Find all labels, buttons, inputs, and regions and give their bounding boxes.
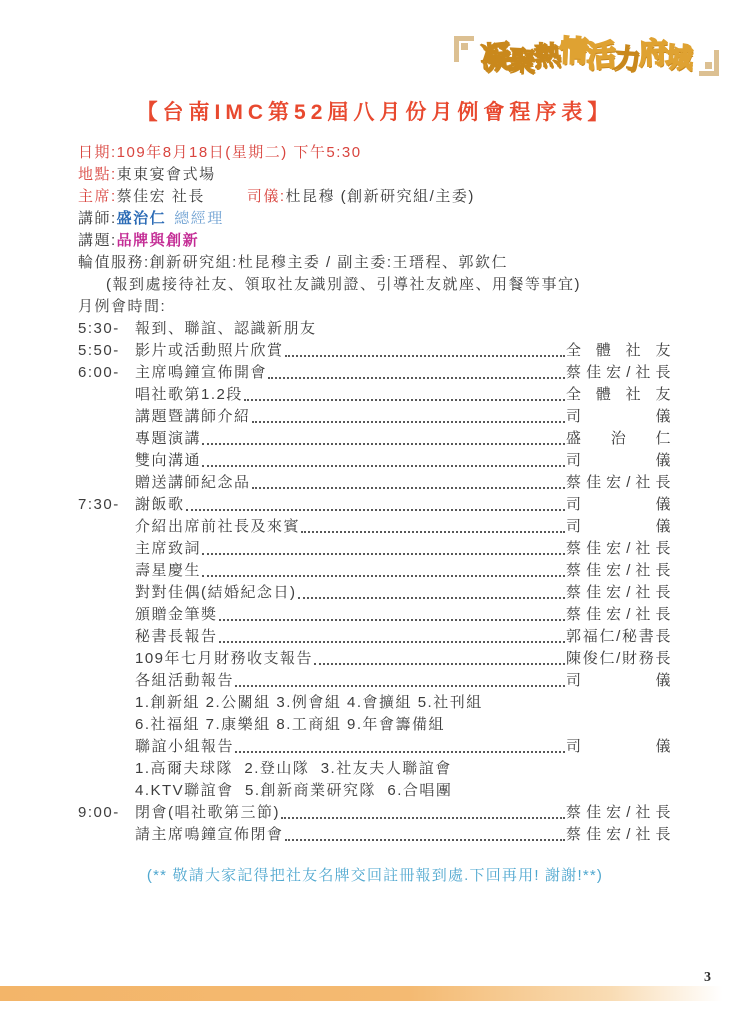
footer-note: (** 敬請大家記得把社友名牌交回註冊報到處.下回再用! 謝謝!**) <box>146 867 604 884</box>
schedule-assignee: 蔡佳宏/社長 <box>566 474 672 491</box>
schedule-activity: 主席致詞 <box>135 540 202 557</box>
topic-value: 品牌與創新 <box>116 232 200 249</box>
schedule-activity: 109年七月財務收支報告 <box>135 650 314 667</box>
schedule-assignee: 蔡佳宏/社長 <box>566 584 672 601</box>
dotted-leader <box>301 516 565 533</box>
info-line-speaker <box>78 208 672 230</box>
schedule-time: 9:00- <box>78 804 120 821</box>
schedule-row <box>78 626 672 648</box>
dotted-leader <box>202 428 565 445</box>
schedule-row <box>78 340 672 362</box>
schedule-row <box>78 582 672 604</box>
schedule-time <box>78 604 135 626</box>
speaker-label: 講師: <box>78 210 117 227</box>
schedule-row <box>78 384 672 406</box>
schedule-time <box>78 516 135 538</box>
dotted-leader <box>285 824 565 841</box>
schedule-assignee: 郭福仁/秘書長 <box>566 628 672 645</box>
dotted-leader <box>235 670 565 687</box>
dotted-leader <box>285 340 565 357</box>
dotted-leader <box>202 450 565 467</box>
schedule-row <box>78 670 672 692</box>
schedule-time <box>78 626 135 648</box>
dotted-leader <box>298 582 566 599</box>
schedule-activity: 閉會(唱社歌第三節) <box>135 804 280 821</box>
speaker-name: 盛治仁 <box>116 210 167 227</box>
info-line-duty <box>78 252 672 274</box>
schedule-row <box>78 692 672 714</box>
logo-slogan-text <box>478 35 694 77</box>
schedule-row <box>78 802 672 824</box>
schedule-list <box>78 318 672 846</box>
schedule-heading: 月例會時間: <box>78 298 167 315</box>
schedule-activity: 1.創新組 2.公關組 3.例會組 4.會擴組 5.社刊組 <box>135 694 483 711</box>
logo-character: 聚 <box>507 45 537 77</box>
schedule-assignee: 全體社友 <box>566 342 672 359</box>
mc-label: 司儀: <box>246 188 286 205</box>
schedule-row <box>78 472 672 494</box>
schedule-assignee: 司儀 <box>566 738 672 755</box>
schedule-time <box>78 582 135 604</box>
dotted-leader <box>268 362 565 379</box>
schedule-activity: 6.社福組 7.康樂組 8.工商組 9.年會籌備組 <box>135 716 446 733</box>
schedule-activity: 對對佳偶(結婚紀念日) <box>135 584 297 601</box>
schedule-activity: 聯誼小組報告 <box>135 738 235 755</box>
schedule-activity: 介紹出席前社長及來賓 <box>135 518 301 535</box>
logo-character: 力 <box>612 43 642 75</box>
schedule-assignee: 蔡佳宏/社長 <box>566 364 672 381</box>
schedule-row <box>78 736 672 758</box>
date-value: 109年8月18日(星期二) 下午5:30 <box>116 144 362 161</box>
schedule-time <box>78 450 135 472</box>
schedule-row <box>78 362 672 384</box>
dotted-leader <box>281 802 565 819</box>
venue-value: 東東宴會式場 <box>116 166 216 183</box>
schedule-activity: 各組活動報告 <box>135 672 235 689</box>
schedule-time: 6:00- <box>78 364 120 381</box>
schedule-activity: 謝飯歌 <box>135 496 185 513</box>
schedule-time <box>78 824 135 846</box>
dotted-leader <box>244 384 565 401</box>
schedule-row <box>78 516 672 538</box>
dotted-leader <box>252 406 565 423</box>
schedule-assignee: 全體社友 <box>566 386 672 403</box>
duty-value: 創新研究組:杜昆穆主委 / 副主委:王瑨程、郭欽仁 <box>149 254 509 271</box>
schedule-time <box>78 758 135 780</box>
logo-left-bracket-icon <box>454 36 474 62</box>
logo-right-bracket-icon <box>699 50 719 76</box>
schedule-time <box>78 538 135 560</box>
schedule-row <box>78 648 672 670</box>
schedule-activity: 唱社歌第1.2段 <box>135 386 243 403</box>
schedule-assignee: 司儀 <box>566 408 672 425</box>
schedule-assignee: 蔡佳宏/社長 <box>566 562 672 579</box>
document-content <box>78 96 672 885</box>
schedule-row <box>78 714 672 736</box>
schedule-row <box>78 824 672 846</box>
schedule-row <box>78 538 672 560</box>
schedule-activity: 雙向溝通 <box>135 452 202 469</box>
schedule-row <box>78 406 672 428</box>
schedule-time <box>78 560 135 582</box>
schedule-time <box>78 472 135 494</box>
dotted-leader <box>202 538 565 555</box>
schedule-activity: 講題暨講師介紹 <box>135 408 251 425</box>
bottom-gradient-bar <box>0 986 745 1001</box>
schedule-time <box>78 692 135 714</box>
schedule-assignee: 蔡佳宏/社長 <box>566 540 672 557</box>
schedule-assignee: 盛治仁 <box>566 430 672 447</box>
info-line-venue <box>78 164 672 186</box>
schedule-assignee: 司儀 <box>566 452 672 469</box>
schedule-activity: 請主席鳴鐘宣佈閉會 <box>135 826 284 843</box>
schedule-assignee: 蔡佳宏/社長 <box>566 826 672 843</box>
schedule-time <box>78 428 135 450</box>
schedule-assignee: 司儀 <box>566 496 672 513</box>
schedule-time <box>78 406 135 428</box>
schedule-row <box>78 428 672 450</box>
schedule-row <box>78 604 672 626</box>
schedule-row <box>78 450 672 472</box>
logo-character: 熱 <box>533 40 562 72</box>
chair-label: 主席: <box>78 188 117 205</box>
schedule-assignee: 司儀 <box>566 672 672 689</box>
schedule-assignee: 蔡佳宏/社長 <box>566 804 672 821</box>
schedule-activity: 專題演講 <box>135 430 202 447</box>
schedule-time <box>78 736 135 758</box>
schedule-time: 5:50- <box>78 342 120 359</box>
topic-label: 講題: <box>78 232 117 249</box>
schedule-activity: 主席鳴鐘宣佈開會 <box>135 364 268 381</box>
logo-character: 活 <box>584 38 618 74</box>
schedule-assignee: 司儀 <box>566 518 672 535</box>
schedule-row <box>78 560 672 582</box>
schedule-row <box>78 758 672 780</box>
duty-label: 輪值服務: <box>78 254 150 271</box>
dotted-leader <box>252 472 565 489</box>
schedule-time: 7:30- <box>78 496 120 513</box>
date-label: 日期: <box>78 144 117 161</box>
dotted-leader <box>186 494 565 511</box>
schedule-activity: 4.KTV聯誼會 5.創新商業研究隊 6.合唱團 <box>135 782 453 799</box>
mc-value: 杜昆穆 (創新研究組/主委) <box>285 188 475 205</box>
info-line-topic <box>78 230 672 252</box>
schedule-row <box>78 494 672 516</box>
schedule-activity: 壽星慶生 <box>135 562 202 579</box>
logo-character: 凝 <box>478 38 513 77</box>
schedule-activity: 秘書長報告 <box>135 628 218 645</box>
dotted-leader <box>235 736 565 753</box>
info-line-date <box>78 142 672 164</box>
dotted-leader <box>202 560 565 577</box>
schedule-time <box>78 714 135 736</box>
schedule-row <box>78 318 672 340</box>
club-slogan-logo <box>454 35 719 77</box>
page-title: 【台南IMC第52屆八月份月例會程序表】 <box>136 101 614 124</box>
dotted-leader <box>314 648 565 665</box>
page-number: 3 <box>704 970 711 985</box>
chair-value: 蔡佳宏 社長 <box>116 188 205 205</box>
schedule-activity: 報到、聯誼、認識新朋友 <box>135 320 317 337</box>
schedule-row <box>78 780 672 802</box>
schedule-assignee: 蔡佳宏/社長 <box>566 606 672 623</box>
logo-character: 情 <box>558 35 589 69</box>
schedule-time <box>78 648 135 670</box>
schedule-activity: 贈送講師紀念品 <box>135 474 251 491</box>
schedule-activity: 頒贈金筆獎 <box>135 606 218 623</box>
dotted-leader <box>219 626 565 643</box>
schedule-time <box>78 384 135 406</box>
schedule-time <box>78 780 135 802</box>
dotted-leader <box>219 604 565 621</box>
logo-character: 府 <box>638 37 669 71</box>
logo-character: 城 <box>665 42 694 74</box>
duty-note: (報到處接待社友、領取社友識別證、引導社友就座、用餐等事宜) <box>106 276 581 293</box>
schedule-activity: 1.高爾夫球隊 2.登山隊 3.社友夫人聯誼會 <box>135 760 452 777</box>
schedule-assignee: 陳俊仁/財務長 <box>566 650 672 667</box>
schedule-time: 5:30- <box>78 320 120 337</box>
speaker-title: 總經理 <box>174 210 224 227</box>
info-line-duty-note <box>78 274 672 296</box>
info-line-chair-mc <box>78 186 672 208</box>
schedule-time <box>78 670 135 692</box>
schedule-activity: 影片或活動照片欣賞 <box>135 342 284 359</box>
venue-label: 地點: <box>78 166 117 183</box>
